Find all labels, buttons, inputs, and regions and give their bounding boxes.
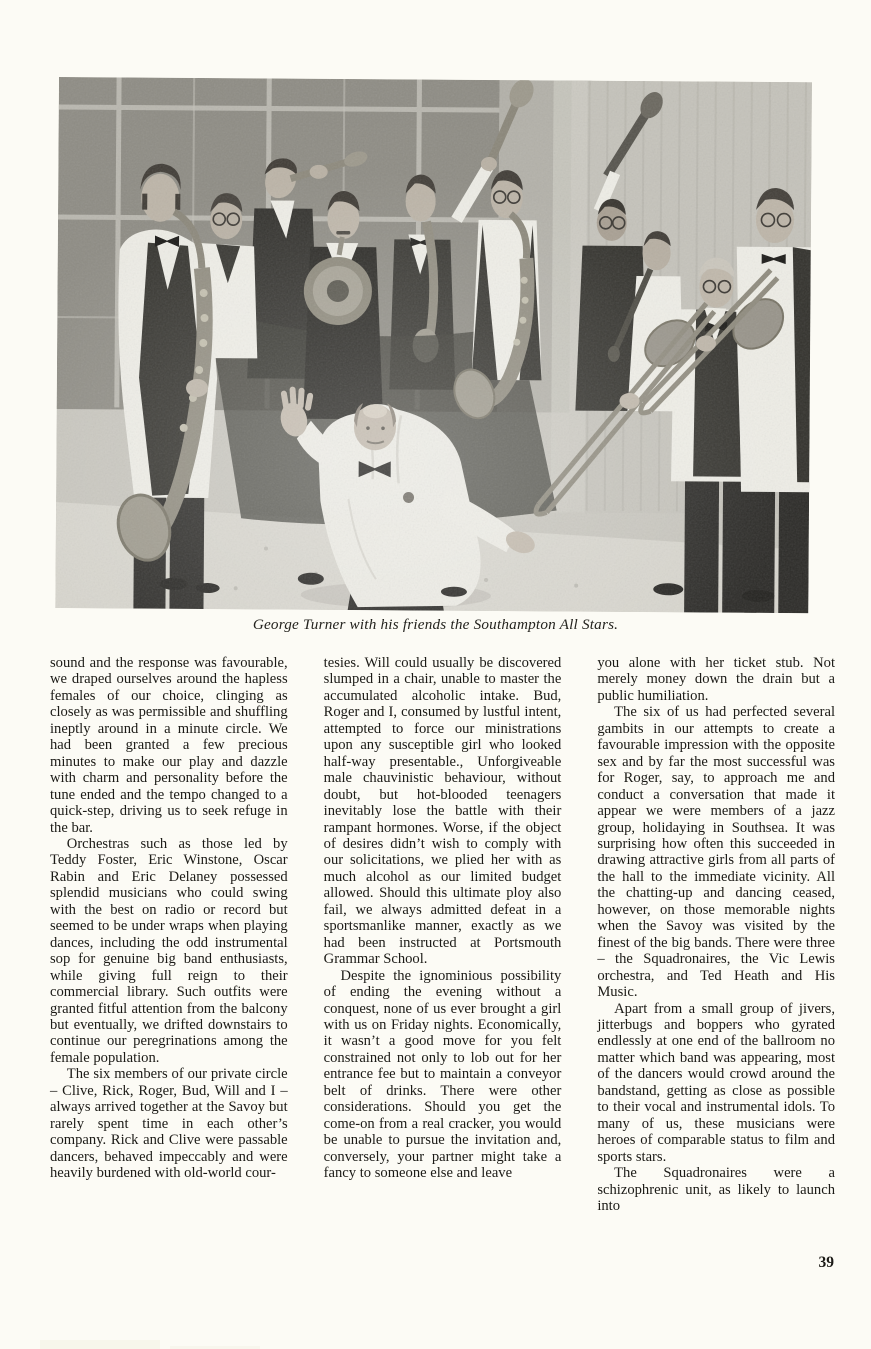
text-column-1 <box>50 655 288 1214</box>
paragraph: Orchestras such as those led by Teddy Foster, Eric Winstone, Oscar Rabin and Eric Delaney possessed splendid musicians who could swing with the best on radio or record but seemed to be under wraps when playing dances, including the odd instrumental sop for genuine big band enthusiasts, while giving full reign to their commercial library. Such outfits were granted fitful attention from the balcony but eventually, we drifted downstairs to continue our peregrinations among the female population. <box>50 835 288 1066</box>
text-column-2 <box>324 655 562 1214</box>
photo-caption: George Turner with his friends the Southampton All Stars. <box>252 616 619 633</box>
page-number: 39 <box>818 1254 834 1271</box>
band-photo-illustration <box>55 77 812 613</box>
paragraph: tesies. Will could usually be discovered slumped in a chair, unable to master the accumulated alcoholic intake. Bud, Roger and I, consumed by lustful intent, attempted to force our ministrations upon any susceptible girl who looked half-way presentable., Unforgiveable male chauvinistic behaviour, without doubt, but hot-blooded teenagers inevitably lose the battle with their rampant hormones. Worse, if the object of desires didn’t wish to comply with our solicitations, we plied her with as much alcohol as our limited budget allowed. Should this ultimate ploy also fail, we always admitted defeat in a sportsmanlike manner, exactly as we had been instructed at Portsmouth Grammar School. <box>323 655 562 968</box>
paragraph: The Squadronaires were a schizophrenic unit, as likely to launch into <box>597 1165 835 1214</box>
paragraph: sound and the response was favourable, we draped ourselves around the hapless females of our choice, clinging as closely as was permissible and shuffling ineptly around in a minute circle. We had been granted a few precious minutes to make our play and dazzle with charm and personality before the tune ended and the tempo changed to a quick-step, driving us to seek refuge in the bar. <box>50 655 288 836</box>
band-photo <box>55 77 812 613</box>
paragraph: you alone with her ticket stub. Not merely money down the drain but a public humiliation. <box>597 655 835 704</box>
paragraph: Despite the ignominious possibility of ending the evening without a conquest, none of us ever brought a girl with us on Friday nights. Economically, it wasn’t a good move for you felt constrained not only to lob out for her entrance fee but to maintain a conveyor belt of drinks. There were other considerations. Should you get the come-on from a real cracker, you would be unable to pursue the invitation and, conversely, your partner might take a fancy to someone else and leave <box>323 967 562 1182</box>
article-body <box>50 655 835 1214</box>
paragraph: The six of us had perfected several gambits in our attempts to create a favourable impression with the opposite sex and by far the most successful was for Roger, say, to approach me and conduct a conversation that made it appear we were members of a jazz group, holidaying in Southsea. It was surprising how often this succeeded in drawing attractive girls from all parts of the hall to the immediate vicinity. All the chatting-up and dancing ceased, however, on those memorable nights when the Savoy was visited by the finest of the big bands. There were three – the Squadronaires, the Vic Lewis orchestra, and Ted Heath and His Music. <box>597 704 835 1001</box>
paragraph: Apart from a small group of jivers, jitterbugs and boppers who gyrated endlessly at one end of the ballroom no matter which band was appearing, most of the dancers would crowd around the bandstand, getting as close as possible to their vocal and instrumental idols. To many of us, these musicians were heroes of comparable status to film and sports stars. <box>597 1000 835 1165</box>
text-column-3 <box>597 655 835 1214</box>
paragraph: The six members of our private circle – Clive, Rick, Roger, Bud, Will and I – always arrived together at the Savoy but rarely spent time in each other’s company. Rick and Clive were passable dancers, behaved impeccably and were heavily burdened with old-world cour- <box>50 1066 288 1182</box>
